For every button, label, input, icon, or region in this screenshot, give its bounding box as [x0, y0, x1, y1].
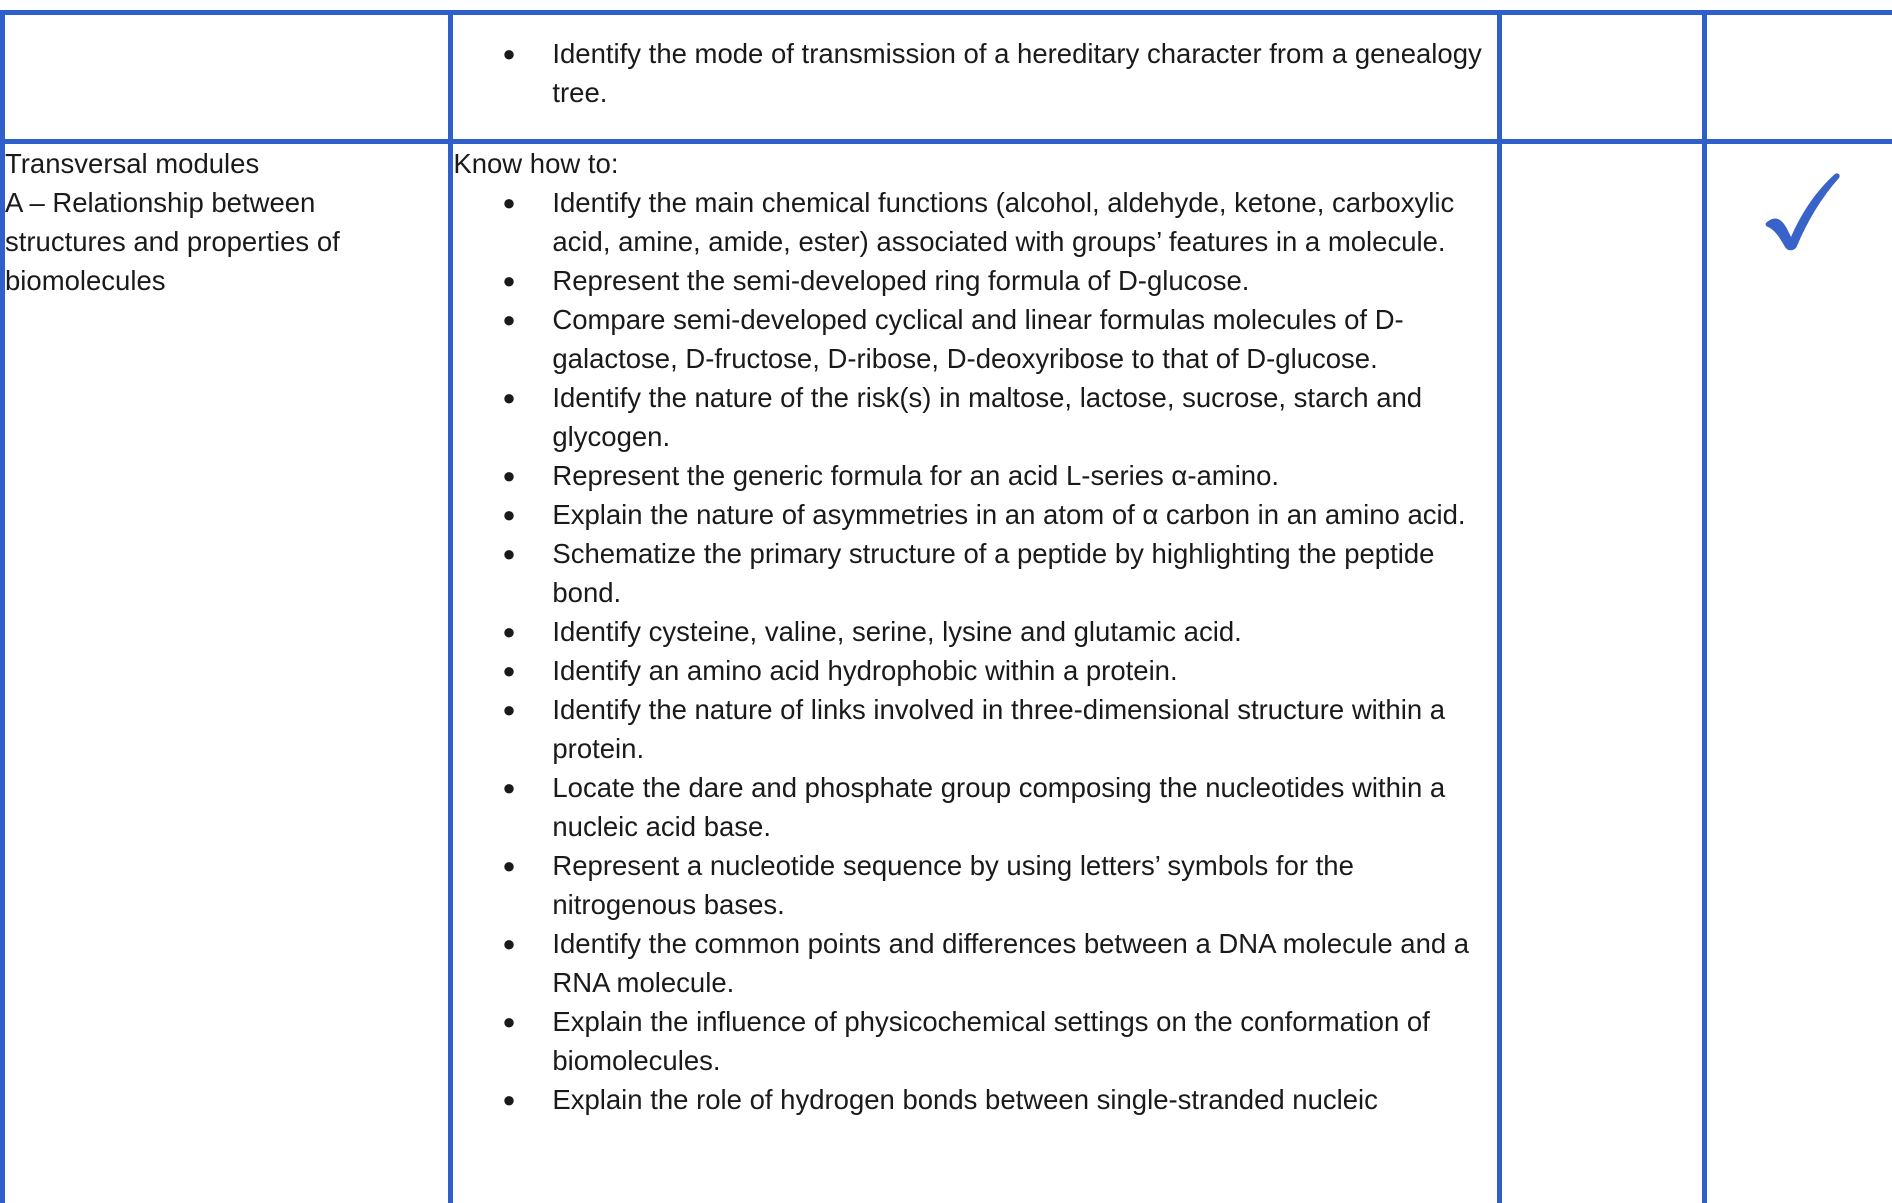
list-item [453, 924, 1497, 1002]
check-cell-empty [1705, 13, 1892, 142]
objective-text: Explain the influence of physicochemical settings on the conformation of biomolecules. [552, 1006, 1430, 1076]
bullet-icon: ● [502, 931, 516, 956]
objectives-list [453, 183, 1497, 1119]
bullet-icon: ● [502, 463, 516, 488]
objective-text: Identify the main chemical functions (alcohol, aldehyde, ketone, carboxylic acid, amine, amide, ester) associated with groups’ features in a molecule. [552, 187, 1455, 257]
list-item [453, 768, 1497, 846]
subject-line: A – Relationship between [5, 187, 316, 218]
list-item [453, 846, 1497, 924]
curriculum-table [0, 10, 1892, 1203]
list-item [453, 300, 1497, 378]
objective-text: Represent a nucleotide sequence by using letters’ symbols for the nitrogenous bases. [552, 850, 1354, 920]
objectives-intro: Know how to: [453, 148, 619, 179]
table-row-heredity [3, 13, 1892, 142]
list-item [453, 456, 1497, 495]
objective-text: Explain the role of hydrogen bonds between single-stranded nucleic [552, 1084, 1378, 1115]
list-item [453, 183, 1497, 261]
bullet-icon: ● [502, 307, 516, 332]
list-item [453, 1080, 1497, 1119]
objective-text: Locate the dare and phosphate group composing the nucleotides within a nucleic acid base. [552, 772, 1446, 842]
objective-text: Identify the common points and differences between a DNA molecule and a RNA molecule. [552, 928, 1470, 998]
bullet-icon: ● [502, 658, 516, 683]
table-row-biomolecules [3, 142, 1892, 1203]
bullet-icon: ● [502, 1087, 516, 1112]
subject-cell [3, 142, 451, 1203]
objective-text: Schematize the primary structure of a peptide by highlighting the peptide bond. [552, 538, 1435, 608]
subject-line: Transversal modules [5, 148, 260, 179]
objective-text: Represent the semi-developed ring formula of D-glucose. [552, 265, 1250, 296]
objectives-list [453, 34, 1497, 112]
list-item [453, 534, 1497, 612]
bullet-icon: ● [502, 41, 516, 66]
objective-text: Identify the nature of links involved in three-dimensional structure within a protein. [552, 694, 1446, 764]
objectives-cell [451, 13, 1500, 142]
bullet-icon: ● [502, 541, 516, 566]
evaluation-cell-empty [1500, 13, 1705, 142]
bullet-icon: ● [502, 853, 516, 878]
bullet-icon: ● [502, 697, 516, 722]
objective-text: Identify the mode of transmission of a hereditary character from a genealogy tree. [552, 38, 1482, 108]
checkmark-icon [1763, 170, 1841, 252]
subject-cell-empty [3, 13, 451, 142]
subject-line: biomolecules [5, 265, 166, 296]
list-item [453, 34, 1497, 112]
objective-text: Identify an amino acid hydrophobic within a protein. [552, 655, 1178, 686]
list-item [453, 651, 1497, 690]
bullet-icon: ● [502, 502, 516, 527]
bullet-icon: ● [502, 190, 516, 215]
objective-text: Explain the nature of asymmetries in an atom of α carbon in an amino acid. [552, 499, 1466, 530]
evaluation-cell [1500, 142, 1705, 1203]
objective-text: Identify the nature of the risk(s) in maltose, lactose, sucrose, starch and glycogen. [552, 382, 1423, 452]
objective-text: Compare semi-developed cyclical and linear formulas molecules of D-galactose, D-fructose, D-ribose, D-deoxyribose to that of D-glucose. [552, 304, 1404, 374]
bullet-icon: ● [502, 1009, 516, 1034]
list-item [453, 612, 1497, 651]
bullet-icon: ● [502, 775, 516, 800]
list-item [453, 1002, 1497, 1080]
bullet-icon: ● [502, 268, 516, 293]
objective-text: Identify cysteine, valine, serine, lysine and glutamic acid. [552, 616, 1242, 647]
list-item [453, 378, 1497, 456]
bullet-icon: ● [502, 385, 516, 410]
objective-text: Represent the generic formula for an acid L-series α-amino. [552, 460, 1280, 491]
bullet-icon: ● [502, 619, 516, 644]
objectives-cell [451, 142, 1500, 1203]
list-item [453, 495, 1497, 534]
check-cell [1705, 142, 1892, 1203]
list-item [453, 261, 1497, 300]
list-item [453, 690, 1497, 768]
subject-line: structures and properties of [5, 226, 340, 257]
